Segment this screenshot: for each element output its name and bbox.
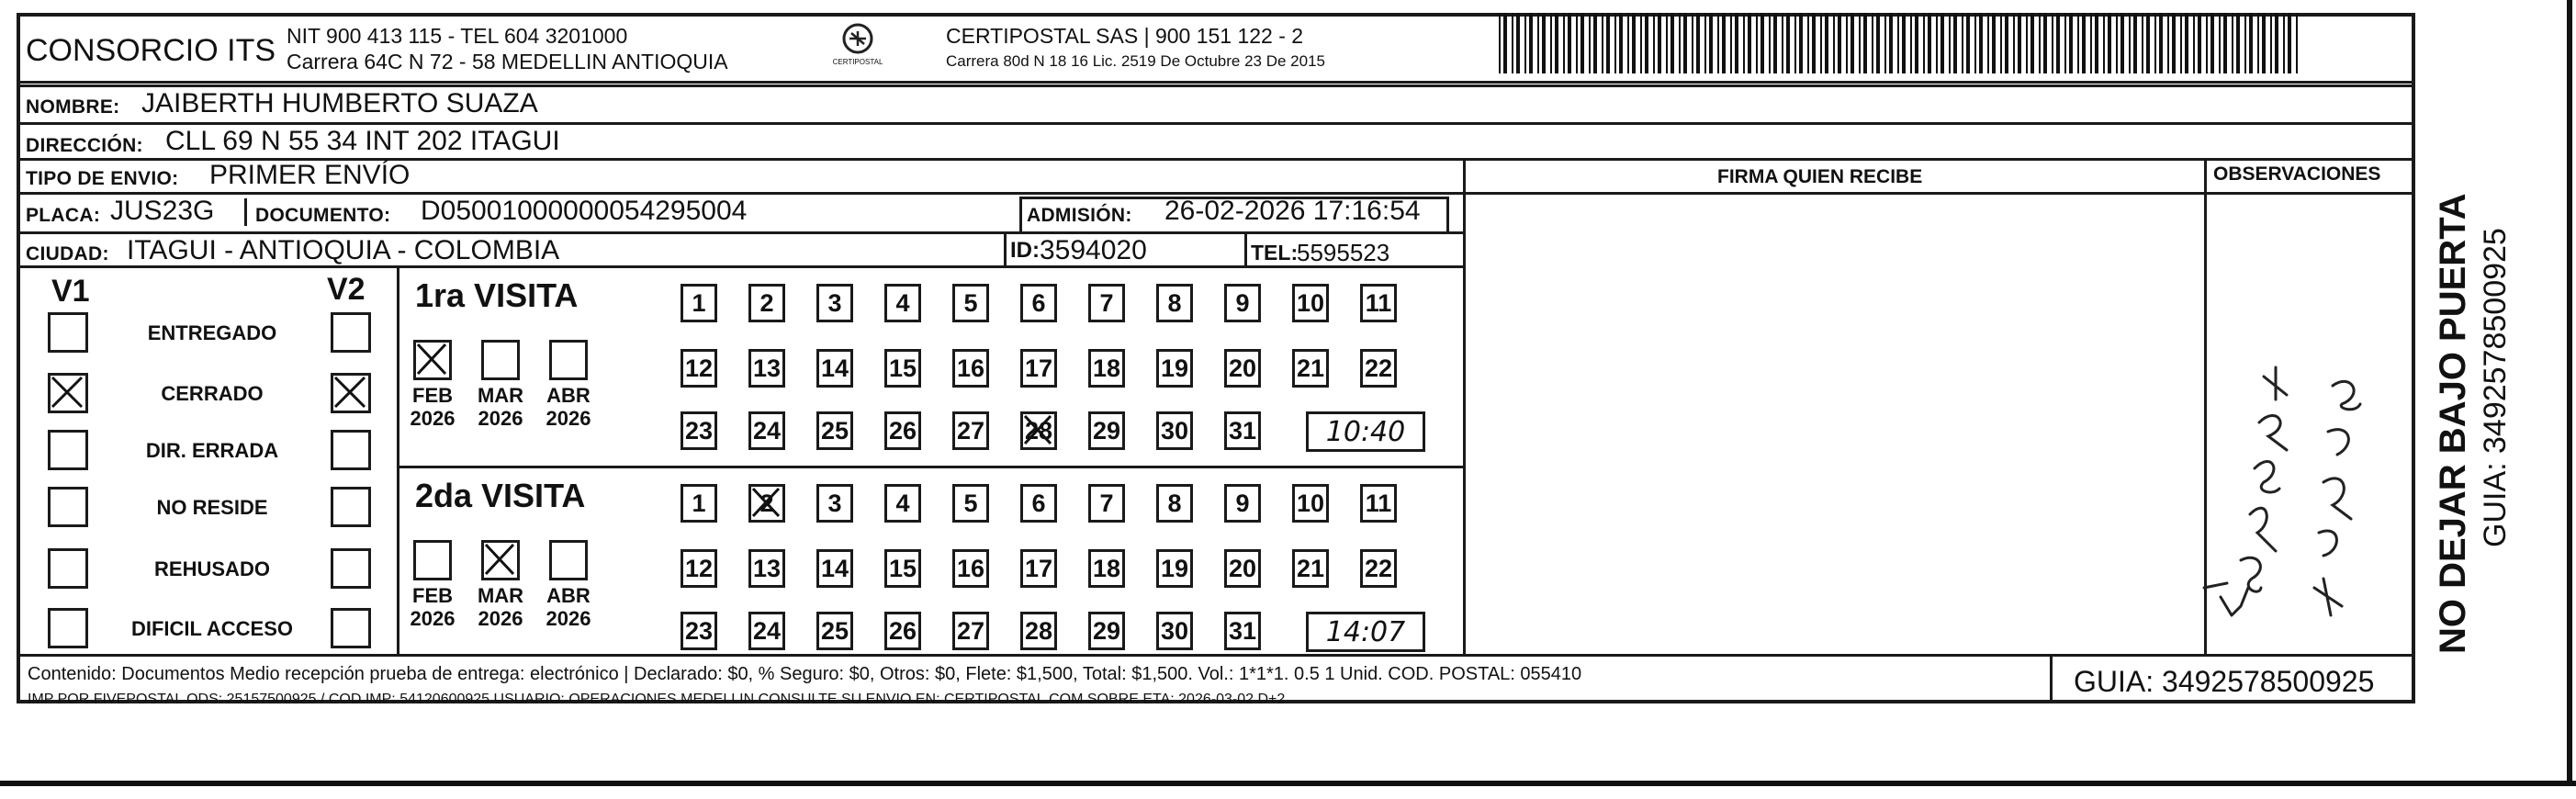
right-edge (2567, 0, 2572, 786)
tel-label: TEL: (1251, 241, 1299, 264)
day-box-11[interactable]: 11 (1360, 284, 1397, 322)
logo-text: CERTIPOSTAL (832, 58, 883, 66)
day-box-15[interactable]: 15 (884, 549, 921, 588)
day-box-8[interactable]: 8 (1156, 484, 1193, 523)
day-box-28[interactable]: 28 (1020, 411, 1057, 450)
v2-label: V2 (327, 272, 366, 307)
footer-line-2: IMP POR FIVEPOSTAL ODS: 25157500925 / COD.IMP: 54120600925 USUARIO: OPERACIONES MEDELLIN CONSULTE SU ENVIO EN: CERTIPOSTAL.COM SOBRE ETA: 2026-03-02 D+2 (28, 692, 1286, 707)
placa-value: JUS23G (110, 196, 215, 226)
tel-value: 5595523 (1297, 239, 1390, 266)
direccion-label: DIRECCIÓN: (26, 135, 143, 156)
day-box-11[interactable]: 11 (1360, 484, 1397, 523)
day-box-12[interactable]: 12 (681, 349, 717, 388)
company-line-2: Carrera 64C N 72 - 58 MEDELLIN ANTIOQUIA (287, 50, 728, 73)
day-box-22[interactable]: 22 (1360, 349, 1397, 388)
admision-value: 26-02-2026 17:16:54 (1164, 196, 1421, 226)
day-box-23[interactable]: 23 (681, 411, 717, 450)
day-box-4[interactable]: 4 (884, 284, 921, 322)
day-box-18[interactable]: 18 (1088, 349, 1125, 388)
check-mark-icon (51, 376, 85, 411)
day-box-1[interactable]: 1 (681, 284, 717, 322)
day-box-25[interactable]: 25 (816, 612, 853, 650)
observaciones-header: OBSERVACIONES (2213, 163, 2381, 185)
day-box-31[interactable]: 31 (1224, 612, 1261, 650)
day-box-13[interactable]: 13 (748, 349, 785, 388)
status-option-label: DIR. ERRADA (145, 439, 279, 462)
v2-checkbox-dir-errada[interactable] (331, 430, 371, 470)
day-box-19[interactable]: 19 (1156, 549, 1193, 588)
month-name: MAR (477, 584, 524, 607)
day-box-26[interactable]: 26 (884, 612, 921, 650)
month-checkbox-abr[interactable] (549, 540, 588, 580)
day-box-17[interactable]: 17 (1020, 349, 1057, 388)
day-box-30[interactable]: 30 (1156, 411, 1193, 450)
day-box-21[interactable]: 21 (1292, 549, 1329, 588)
day-box-17[interactable]: 17 (1020, 549, 1057, 588)
day-box-2[interactable]: 2 (748, 284, 785, 322)
footer-guia: GUIA: 3492578500925 (2074, 665, 2375, 698)
day-box-16[interactable]: 16 (952, 549, 989, 588)
month-label (468, 384, 533, 431)
status-option-label: NO RESIDE (156, 496, 268, 519)
month-year: 2026 (546, 407, 591, 431)
month-label (468, 584, 533, 631)
status-option-label: CERRADO (161, 382, 264, 405)
month-checkbox-feb[interactable] (413, 540, 452, 580)
month-label (536, 384, 601, 431)
month-name: FEB (412, 384, 453, 407)
month-name: FEB (412, 584, 453, 607)
day-box-4[interactable]: 4 (884, 484, 921, 523)
day-box-7[interactable]: 7 (1088, 284, 1125, 322)
tipo-envio-value: PRIMER ENVÍO (209, 160, 411, 190)
v1-checkbox-dir-errada[interactable] (48, 430, 88, 470)
day-box-31[interactable]: 31 (1224, 411, 1261, 450)
status-option-label: REHUSADO (154, 557, 270, 580)
company-line-1: NIT 900 413 115 - TEL 604 3201000 (287, 24, 628, 48)
day-box-22[interactable]: 22 (1360, 549, 1397, 588)
month-name: MAR (477, 384, 524, 407)
ciudad-label: CIUDAD: (26, 243, 109, 264)
day-box-26[interactable]: 26 (884, 411, 921, 450)
day-box-6[interactable]: 6 (1020, 484, 1057, 523)
id-label: ID: (1010, 238, 1040, 263)
nombre-value: JAIBERTH HUMBERTO SUAZA (141, 88, 538, 118)
month-year: 2026 (546, 607, 591, 631)
v1-checkbox-dificil-acceso[interactable] (48, 608, 88, 648)
certipostal-logo (829, 22, 886, 75)
admision-label: ADMISIÓN: (1027, 205, 1132, 226)
day-box-19[interactable]: 19 (1156, 349, 1193, 388)
check-mark-icon (416, 343, 449, 377)
v2-checkbox-dificil-acceso[interactable] (331, 608, 371, 648)
side-warning: NO DEJAR BAJO PUERTA (2433, 193, 2473, 654)
id-value: 3594020 (1040, 235, 1147, 265)
carrier-line-1: CERTIPOSTAL SAS | 900 151 122 - 2 (946, 24, 1304, 48)
month-name: ABR (546, 384, 591, 407)
day-box-18[interactable]: 18 (1088, 549, 1125, 588)
v1-checkbox-cerrado[interactable] (48, 373, 88, 413)
month-year: 2026 (410, 607, 456, 631)
month-checkbox-mar[interactable] (481, 340, 520, 380)
v2-checkbox-cerrado[interactable] (331, 373, 371, 413)
day-box-29[interactable]: 29 (1088, 612, 1125, 650)
v2-checkbox-no-reside[interactable] (331, 487, 371, 527)
day-box-6[interactable]: 6 (1020, 284, 1057, 322)
check-mark-icon (333, 376, 368, 411)
day-box-8[interactable]: 8 (1156, 284, 1193, 322)
handwritten-observations (2204, 276, 2412, 652)
placa-label: PLACA: (26, 205, 101, 226)
ciudad-value: ITAGUI - ANTIOQUIA - COLOMBIA (127, 235, 560, 265)
month-year: 2026 (478, 407, 523, 431)
barcode-icon (1499, 13, 2307, 77)
day-box-14[interactable]: 14 (816, 349, 853, 388)
month-name: ABR (546, 584, 591, 607)
v1-label: V1 (51, 274, 90, 309)
visit-title: 1ra VISITA (415, 276, 579, 314)
month-label (400, 384, 465, 431)
day-box-5[interactable]: 5 (952, 284, 989, 322)
day-box-30[interactable]: 30 (1156, 612, 1193, 650)
day-box-23[interactable]: 23 (681, 612, 717, 650)
direccion-value: CLL 69 N 55 34 INT 202 ITAGUI (165, 126, 560, 156)
carrier-line-2: Carrera 80d N 18 16 Lic. 2519 De Octubre 23 De 2015 (946, 52, 1325, 70)
day-box-20[interactable]: 20 (1224, 549, 1261, 588)
month-checkbox-mar[interactable] (481, 540, 520, 580)
day-box-28[interactable]: 28 (1020, 612, 1057, 650)
nombre-label: NOMBRE: (26, 96, 120, 118)
day-box-9[interactable]: 9 (1224, 484, 1261, 523)
v2-checkbox-rehusado[interactable] (331, 548, 371, 589)
day-box-20[interactable]: 20 (1224, 349, 1261, 388)
month-year: 2026 (478, 607, 523, 631)
day-box-27[interactable]: 27 (952, 612, 989, 650)
day-box-5[interactable]: 5 (952, 484, 989, 523)
day-box-15[interactable]: 15 (884, 349, 921, 388)
v2-checkbox-entregado[interactable] (331, 312, 371, 353)
v1-checkbox-no-reside[interactable] (48, 487, 88, 527)
day-box-7[interactable]: 7 (1088, 484, 1125, 523)
status-option-label: DIFICIL ACCESO (130, 617, 293, 640)
day-box-16[interactable]: 16 (952, 349, 989, 388)
bottom-edge (0, 781, 2576, 786)
day-box-10[interactable]: 10 (1292, 284, 1329, 322)
day-box-2[interactable]: 2 (748, 484, 785, 523)
documento-label: DOCUMENTO: (255, 205, 391, 226)
day-box-9[interactable]: 9 (1224, 284, 1261, 322)
day-box-25[interactable]: 25 (816, 411, 853, 450)
visit-title: 2da VISITA (415, 477, 586, 514)
day-box-10[interactable]: 10 (1292, 484, 1329, 523)
month-checkbox-abr[interactable] (549, 340, 588, 380)
check-mark-icon (751, 487, 782, 520)
day-box-3[interactable]: 3 (816, 284, 853, 322)
v1-checkbox-entregado[interactable] (48, 312, 88, 353)
footer-line-1: Contenido: Documentos Medio recepción prueba de entrega: electrónico | Declarado: $0, % Seguro: $0, Otros: $0, Flete: $1,500, Total: $1,500. Vol.: 1*1*1. 0.5 1 Unid. COD. POSTAL: 055410 (28, 664, 1582, 684)
month-checkbox-feb[interactable] (413, 340, 452, 380)
company-name: CONSORCIO ITS (26, 33, 276, 68)
visit-time[interactable]: 10:40 (1306, 411, 1425, 452)
month-year: 2026 (410, 407, 456, 431)
month-label (400, 584, 465, 631)
check-mark-icon (1023, 414, 1054, 447)
day-box-29[interactable]: 29 (1088, 411, 1125, 450)
day-box-13[interactable]: 13 (748, 549, 785, 588)
visit-time[interactable]: 14:07 (1306, 612, 1425, 652)
status-option-label: ENTREGADO (147, 321, 277, 344)
day-box-12[interactable]: 12 (681, 549, 717, 588)
day-box-27[interactable]: 27 (952, 411, 989, 450)
day-box-24[interactable]: 24 (748, 612, 785, 650)
day-box-14[interactable]: 14 (816, 549, 853, 588)
day-box-21[interactable]: 21 (1292, 349, 1329, 388)
day-box-3[interactable]: 3 (816, 484, 853, 523)
check-mark-icon (484, 543, 517, 578)
day-box-1[interactable]: 1 (681, 484, 717, 523)
day-box-24[interactable]: 24 (748, 411, 785, 450)
side-guia: GUIA: 3492578500925 (2478, 228, 2513, 547)
documento-value: D05001000000054295004 (421, 196, 748, 226)
tipo-envio-label: TIPO DE ENVIO: (26, 168, 179, 189)
firma-header: FIRMA QUIEN RECIBE (1717, 166, 1923, 187)
v1-checkbox-rehusado[interactable] (48, 548, 88, 589)
month-label (536, 584, 601, 631)
